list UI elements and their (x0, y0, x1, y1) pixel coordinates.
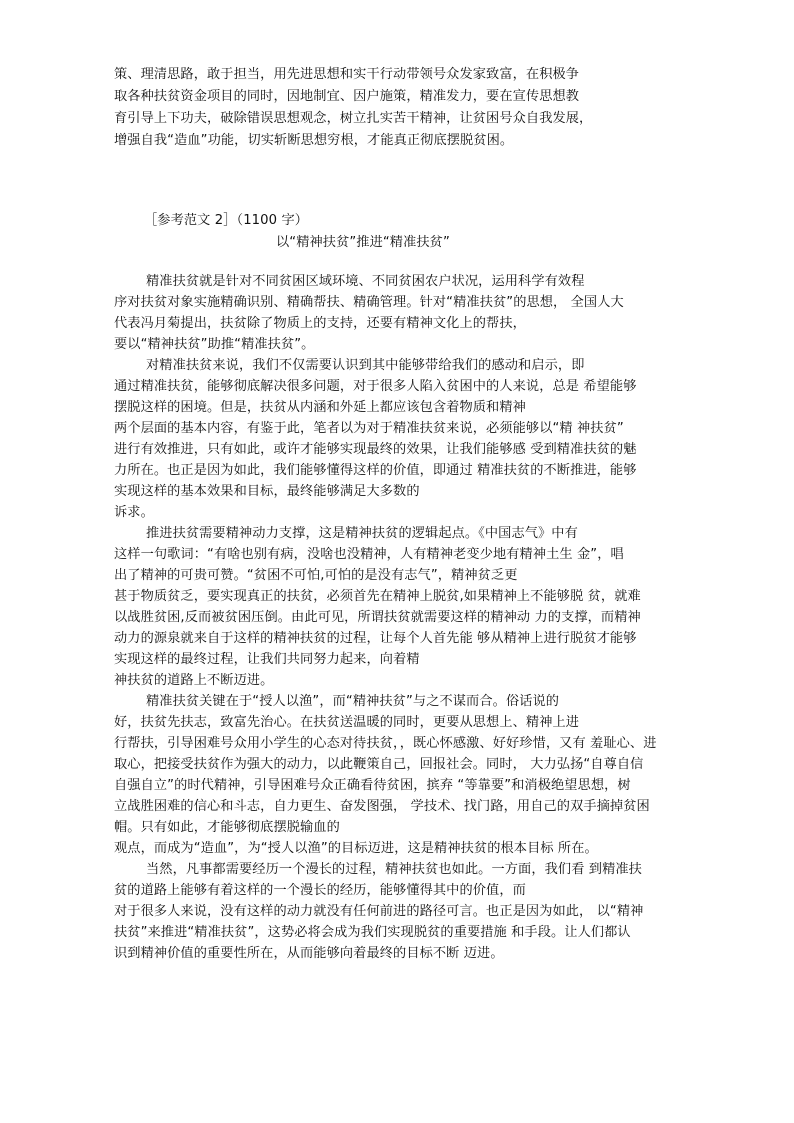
body-line: 精准扶贫关键在于“授人以渔”，而“精神扶贫”与之不谋而合。俗话说的 (146, 694, 560, 709)
body-line: 甚于物质贫乏，要实现真正的扶贫，必须首先在精神上脱贫,如果精神上不能够脱 贫，就难 (114, 589, 641, 604)
body-line: 两个层面的基本内容，有鉴于此，笔者以为对于精准扶贫来说，必须能够以“精 神扶贫” (114, 421, 624, 436)
body-line: 实现这样的最终过程，让我们共同努力起来，向着精 (114, 652, 420, 667)
body-line: 帽。只有如此，才能够彻底摆脱输血的 (114, 820, 340, 835)
reference-label: ［参考范文 2］（1100 字） (144, 213, 309, 228)
body-line: 行帮扶，引导困难号众用小学生的心态对待扶贫，，既心怀感激、好好珍惜，又有 羞耻心、进 (114, 736, 657, 751)
body-line: 力所在。也正是因为如此，我们能够懂得这样的价值，即通过 精准扶贫的不断推进，能够 (114, 463, 637, 478)
intro-line: 取各种扶贫资金项目的同时，因地制宜、因户施策，精准发力，要在宣传思想教 (114, 89, 580, 104)
body-line: 扶贫”来推进“精准扶贫”，这势必将会成为我们实现脱贫的重要措施 和手段。让人们都认 (114, 925, 631, 940)
body-line: 贫的道路上能够有着这样的一个漫长的经历，能够懂得其中的价值，而 (114, 883, 526, 898)
body-line: 对于很多人来说，没有这样的动力就没有任何前进的路径可言。也正是因为如此， 以“精神 (114, 904, 644, 919)
body-line: 当然，凡事都需要经历一个漫长的过程，精神扶贫也如此。一方面，我们看 到精准扶 (146, 862, 642, 877)
intro-line: 育引导上下功夫，破除错误思想观念，树立扎实苦干精神，让贫困号众自我发展， (114, 111, 593, 126)
body-line: 观点，而成为“造血”，为“授人以渔”的目标迈进，这是精神扶贫的根本目标 所在。 (114, 841, 598, 856)
body-line: 通过精准扶贫，能够彻底解决很多问题，对于很多人陷入贫困中的人来说，总是 希望能够 (114, 379, 637, 394)
body-line: 代表冯月菊提出，扶贫除了物质上的支持，还要有精神文化上的帮扶， (114, 316, 526, 331)
intro-line: 策、理清思路，敢于担当，用先进思想和实干行动带领号众发家致富，在积极争 (114, 67, 580, 82)
body-line: 实现这样的基本效果和目标，最终能够满足大多数的 (114, 484, 420, 499)
body-line: 推进扶贫需要精神动力支撑，这是精神扶贫的逻辑起点。《中国志气》中有 (146, 526, 578, 541)
body-line: 立战胜困难的信心和斗志，自力更生、奋发图强， 学技术、找门路，用自己的双手摘掉贫困 (114, 799, 650, 814)
body-line: 出了精神的可贵可赞。“贫困不可怕,可怕的是没有志气”，精神贫乏更 (114, 568, 518, 583)
body-line: 精准扶贫就是针对不同贫困区域环境、不同贫困农户状况，运用科学有效程 (146, 274, 585, 289)
body-line: 识到精神价值的重要性所在，从而能够向着最终的目标不断 迈进。 (114, 946, 504, 961)
body-line: 以战胜贫困,反而被贫困压倒。由此可见，所谓扶贫就需要这样的精神动 力的支撑，而精神 (114, 610, 641, 625)
article-title: 以“精神扶贫”推进“精准扶贫” (276, 235, 450, 250)
body-line: 诉求。 (114, 505, 154, 520)
body-line: 进行有效推进，只有如此，或许才能够实现最终的效果，让我们能够感 受到精准扶贫的魅 (114, 442, 637, 457)
body-line: 这样一句歌词：“有啥也别有病，没啥也没精神，人有精神老变少地有精神土生 金”，唱 (114, 547, 624, 562)
body-line: 取心，把接受扶贫作为强大的动力，以此鞭策自己，回报社会。同时， 大力弘扬“自尊自信 (114, 757, 644, 772)
intro-line: 增强自我“造血”功能，切实斩断思想穷根，才能真正彻底摆脱贫困。 (114, 133, 514, 148)
body-line: 神扶贫的道路上不断迈进。 (114, 673, 274, 688)
body-line: 好，扶贫先扶志，致富先治心。在扶贫送温暖的同时，更要从思想上、精神上进 (114, 715, 580, 730)
body-line: 序对扶贫对象实施精确识别、精确帮扶、精确管理。针对“精准扶贫”的思想， 全国人大 (114, 295, 624, 310)
body-line: 摆脱这样的困境。但是，扶贫从内涵和外延上都应该包含着物质和精神 (114, 400, 526, 415)
body-line: 要以“精神扶贫”助推“精准扶贫”。 (114, 337, 315, 352)
body-line: 动力的源泉就来自于这样的精神扶贫的过程，让每个人首先能 够从精神上进行脱贫才能够 (114, 631, 637, 646)
body-line: 对精准扶贫来说，我们不仅需要认识到其中能够带给我们的感动和启示，即 (146, 358, 585, 373)
body-line: 自强自立”的时代精神，引导困难号众正确看待贫困，摈弃 “等靠要”和消极绝望思想，树 (114, 778, 631, 793)
